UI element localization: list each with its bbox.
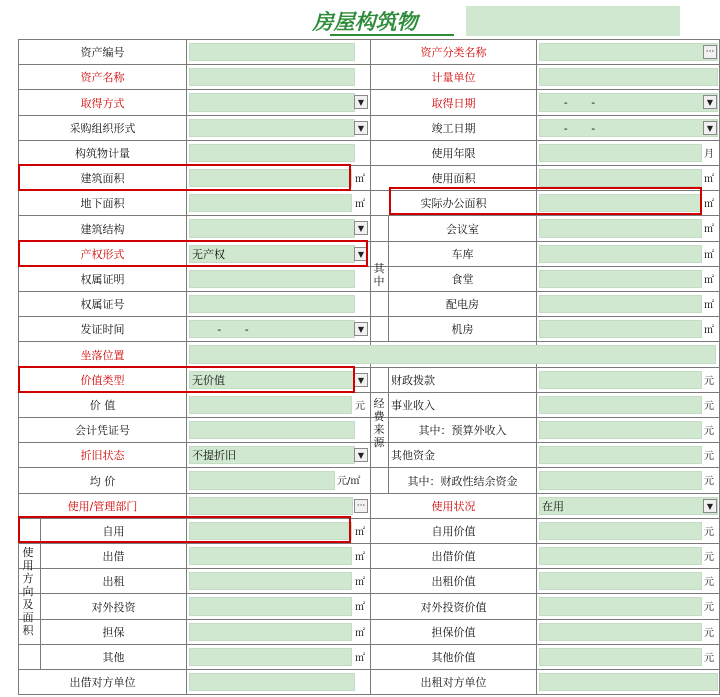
field-value-left[interactable] xyxy=(189,194,352,212)
field-value-right[interactable] xyxy=(539,623,702,641)
field-label-left: 采购组织形式 xyxy=(69,122,136,135)
unit-label: ㎡ xyxy=(704,274,714,286)
field-value-left[interactable] xyxy=(189,396,352,414)
field-value-left[interactable] xyxy=(189,673,355,691)
field-value-left[interactable] xyxy=(189,219,355,238)
field-value-right[interactable] xyxy=(539,547,702,565)
unit-label: 元 xyxy=(355,400,365,412)
highlight-property-right xyxy=(18,240,368,267)
unit-label: ㎡ xyxy=(704,299,714,311)
field-value-left[interactable] xyxy=(189,497,353,515)
field-value-left[interactable] xyxy=(189,119,355,137)
unit-label: ㎡ xyxy=(355,173,365,185)
field-value-right[interactable] xyxy=(539,421,702,439)
field-label-right: 计量单位 xyxy=(431,71,476,84)
field-value-right[interactable] xyxy=(539,471,702,490)
grid-hline xyxy=(18,694,720,695)
field-value-right[interactable] xyxy=(539,396,702,414)
field-label-right: 其他价值 xyxy=(431,651,476,664)
unit-label: ㎡ xyxy=(355,627,365,639)
unit-label: ㎡ xyxy=(355,652,365,664)
unit-label: 元/㎡ xyxy=(337,475,361,487)
field-label-right: 使用面积 xyxy=(431,172,476,185)
highlight-building-area xyxy=(18,164,351,191)
field-value-right[interactable] xyxy=(539,572,702,590)
unit-label: 元 xyxy=(704,551,714,563)
unit-label: ㎡ xyxy=(355,198,365,210)
dropdown-chevron-down-icon[interactable]: ▼ xyxy=(354,448,368,462)
field-value-right[interactable]: - - xyxy=(539,93,718,112)
group-label-qizhong: 其中 xyxy=(373,262,385,288)
field-label-right: 担保价值 xyxy=(431,626,476,639)
unit-label: ㎡ xyxy=(704,223,714,235)
dropdown-chevron-down-icon[interactable]: ▼ xyxy=(354,373,368,387)
field-value-right[interactable] xyxy=(539,648,702,666)
field-label-left: 价 值 xyxy=(89,399,116,412)
dropdown-chevron-down-icon[interactable]: ▼ xyxy=(354,322,368,336)
unit-label: ㎡ xyxy=(704,324,714,336)
field-value-left[interactable]: - - xyxy=(189,320,355,338)
field-label-right: 事业收入 xyxy=(391,399,435,412)
unit-label: 元 xyxy=(704,475,714,487)
field-value-right[interactable] xyxy=(539,68,718,86)
field-label-left: 取得方式 xyxy=(80,96,125,110)
field-label-right: 出租价值 xyxy=(431,575,476,588)
field-label-left: 权属证号 xyxy=(80,298,125,311)
field-label-right: 车库 xyxy=(451,248,474,261)
field-value-right[interactable] xyxy=(539,522,702,540)
field-label-left: 产权形式 xyxy=(80,248,125,261)
unit-label: 元 xyxy=(704,400,714,412)
field-label-right: 会议室 xyxy=(446,222,479,236)
location-field[interactable] xyxy=(189,345,716,364)
field-label-left: 出借对方单位 xyxy=(69,676,136,689)
field-value-left[interactable] xyxy=(189,572,352,590)
title-field[interactable] xyxy=(466,6,680,36)
dropdown-chevron-down-icon[interactable]: ▼ xyxy=(354,121,368,135)
field-label-right: 使用年限 xyxy=(431,147,476,160)
unit-label: ㎡ xyxy=(704,198,714,210)
field-value-left[interactable] xyxy=(189,43,355,61)
field-label-right: 取得日期 xyxy=(431,96,476,110)
field-value-left[interactable] xyxy=(189,93,355,112)
field-label-left: 折旧状态 xyxy=(80,449,125,462)
field-label-left: 出租 xyxy=(102,575,125,588)
field-value-right[interactable] xyxy=(539,270,702,288)
field-value-right[interactable]: 在用 xyxy=(539,497,718,515)
unit-label: 元 xyxy=(704,652,714,664)
field-value-left[interactable] xyxy=(189,68,355,86)
field-value-left[interactable] xyxy=(189,270,355,288)
field-label-left: 建筑面积 xyxy=(80,172,125,185)
unit-label: 元 xyxy=(704,627,714,639)
field-label-left: 会计凭证号 xyxy=(75,424,130,437)
unit-label: ㎡ xyxy=(355,601,365,613)
unit-label: ㎡ xyxy=(355,526,365,538)
field-label-left: 均 价 xyxy=(89,474,116,488)
field-value-left[interactable] xyxy=(189,144,355,162)
field-label-right: 竣工日期 xyxy=(431,122,476,135)
field-label-right: 实际办公面积 xyxy=(420,197,487,210)
field-label-left: 发证时间 xyxy=(80,323,125,336)
field-value-left[interactable] xyxy=(189,295,355,313)
field-label-left: 自用 xyxy=(102,525,125,538)
highlight-self-use xyxy=(18,516,351,543)
field-label-right: 配电房 xyxy=(446,298,479,311)
highlight-office-area xyxy=(389,187,702,215)
field-value-right[interactable] xyxy=(539,597,702,616)
field-value-right[interactable] xyxy=(539,43,718,61)
page-title: 房屋构筑物 xyxy=(312,9,418,34)
field-value-left[interactable] xyxy=(189,471,335,490)
field-label-right: 机房 xyxy=(451,323,474,336)
unit-label: 元 xyxy=(704,576,714,588)
field-label-right: 资产分类名称 xyxy=(420,46,487,59)
title-underline xyxy=(330,34,454,36)
field-label-right: 自用价值 xyxy=(431,525,476,538)
field-value-left[interactable]: 不提折旧 xyxy=(189,446,355,464)
unit-label: ㎡ xyxy=(704,249,714,261)
field-label-left: 出借 xyxy=(102,550,125,563)
field-label-left: 担保 xyxy=(102,626,125,639)
field-label-left: 价值类型 xyxy=(80,374,125,387)
unit-label: 元 xyxy=(704,450,714,462)
field-value-right[interactable] xyxy=(539,320,702,338)
field-label-left: 坐落位置 xyxy=(80,348,125,362)
field-label-right: 其中：财政性结余资金 xyxy=(407,474,518,488)
field-label-left: 权属证明 xyxy=(80,273,125,286)
field-label-right: 财政拨款 xyxy=(391,374,435,387)
field-label-left: 资产名称 xyxy=(80,71,125,84)
field-value-left[interactable] xyxy=(189,421,355,439)
group-label-funding-source: 经费来源 xyxy=(373,397,385,449)
field-label-right: 出租对方单位 xyxy=(420,676,487,689)
field-value-right[interactable] xyxy=(539,144,702,162)
field-label-right: 食堂 xyxy=(451,273,474,286)
browse-ellipsis-icon[interactable]: ··· xyxy=(703,45,717,59)
dropdown-chevron-down-icon[interactable]: ▼ xyxy=(703,499,717,513)
group-label-usage-direction: 使用方向及面积 xyxy=(22,546,34,637)
field-label-right: 对外投资价值 xyxy=(420,600,487,614)
field-value-right[interactable]: - - xyxy=(539,119,718,137)
field-label-right: 使用状况 xyxy=(431,500,476,513)
field-label-left: 资产编号 xyxy=(80,46,125,59)
field-label-left: 使用/管理部门 xyxy=(67,500,138,513)
field-value-right[interactable] xyxy=(539,245,702,263)
field-label-right: 其中：预算外收入 xyxy=(418,424,507,437)
field-label-left: 建筑结构 xyxy=(80,222,125,236)
unit-label: 元 xyxy=(704,375,714,387)
dropdown-chevron-down-icon[interactable]: ▼ xyxy=(354,247,368,261)
field-value-left[interactable]: 无产权 xyxy=(189,245,355,263)
grid-vline xyxy=(536,39,537,694)
dropdown-chevron-down-icon[interactable]: ▼ xyxy=(354,95,368,109)
field-label-left: 构筑物计量 xyxy=(75,147,130,160)
field-value-left[interactable] xyxy=(189,648,352,666)
field-label-left: 其他 xyxy=(102,651,125,664)
unit-label: ㎡ xyxy=(704,173,714,185)
unit-label: ㎡ xyxy=(355,576,365,588)
dropdown-chevron-down-icon[interactable]: ▼ xyxy=(703,95,717,109)
field-value-left[interactable] xyxy=(189,547,352,565)
field-value-right[interactable] xyxy=(539,446,702,464)
field-label-right: 其他资金 xyxy=(391,449,435,462)
dropdown-chevron-down-icon[interactable]: ▼ xyxy=(703,121,717,135)
highlight-value-type xyxy=(18,366,355,393)
field-value-left[interactable]: 无价值 xyxy=(189,371,355,389)
field-value-right[interactable] xyxy=(539,219,702,238)
field-value-left[interactable] xyxy=(189,597,352,616)
browse-ellipsis-icon[interactable]: ··· xyxy=(354,499,368,513)
field-value-right[interactable] xyxy=(539,673,718,691)
unit-label: 月 xyxy=(704,148,714,160)
field-label-left: 对外投资 xyxy=(91,600,136,614)
field-value-right[interactable] xyxy=(539,371,702,389)
unit-label: 元 xyxy=(704,425,714,437)
unit-label: 元 xyxy=(704,526,714,538)
dropdown-chevron-down-icon[interactable]: ▼ xyxy=(354,221,368,235)
field-label-right: 出借价值 xyxy=(431,550,476,563)
unit-label: ㎡ xyxy=(355,551,365,563)
unit-label: 元 xyxy=(704,601,714,613)
field-value-right[interactable] xyxy=(539,169,702,187)
field-value-left[interactable] xyxy=(189,623,352,641)
field-value-right[interactable] xyxy=(539,295,702,313)
field-label-left: 地下面积 xyxy=(80,197,125,210)
